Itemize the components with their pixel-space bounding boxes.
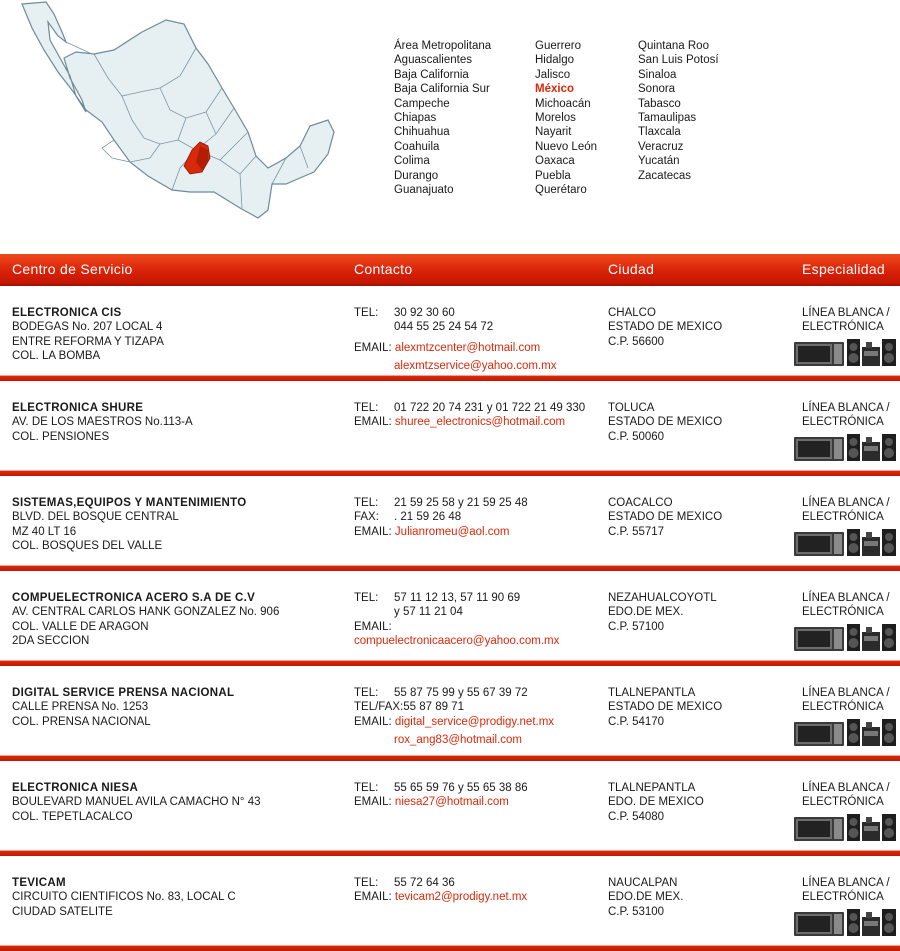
state-link[interactable]: Campeche	[394, 97, 450, 110]
state-link[interactable]: Coahuila	[394, 140, 440, 153]
header-centro: Centro de Servicio	[12, 261, 133, 277]
tel-line	[354, 781, 604, 795]
tel-label: TEL:	[354, 592, 379, 604]
state-link[interactable]: Chihuahua	[394, 126, 450, 139]
product-thumbnails	[794, 814, 898, 842]
state-link[interactable]: Quintana Roo	[638, 40, 709, 52]
email-label: EMAIL:	[354, 416, 392, 429]
state-link[interactable]: Colima	[394, 155, 430, 168]
state-link[interactable]: Puebla	[535, 169, 571, 182]
service-center-info	[12, 876, 342, 919]
state-list	[394, 39, 748, 197]
speaker-icon	[847, 814, 860, 841]
email-link[interactable]: niesa27@hotmail.com	[394, 796, 509, 809]
state-link[interactable]: Chiapas	[394, 111, 437, 124]
tel-line	[354, 591, 604, 605]
stereo-icon	[862, 817, 880, 841]
specialty-info	[802, 401, 900, 430]
center-name: COMPUELECTRONICA ACERO S.A DE C.V	[12, 592, 256, 604]
city-line: CHALCO	[608, 307, 656, 319]
state-link[interactable]: Zacatecas	[638, 169, 692, 182]
table-row	[0, 476, 900, 571]
center-address-line: COL. VALLE DE ARAGON	[12, 620, 149, 633]
city-line: C.P. 56600	[608, 335, 665, 348]
state-link[interactable]: Hidalgo	[535, 54, 574, 67]
email-line	[354, 415, 604, 429]
service-center-info	[12, 496, 342, 554]
tel-value: 55 72 64 36	[394, 877, 455, 889]
center-address-line: AV. DE LOS MAESTROS No.113-A	[12, 416, 193, 429]
specialty-info	[802, 591, 900, 620]
specialty-line: ELECTRÓNICA	[802, 321, 884, 334]
header-ciudad: Ciudad	[608, 261, 655, 277]
city-line: EDO. DE MEXICO	[608, 796, 704, 809]
center-address-line: COL. PRENSA NACIONAL	[12, 715, 151, 728]
city-line: C.P. 54080	[608, 810, 665, 823]
microwave-icon	[794, 817, 844, 841]
center-name: DIGITAL SERVICE PRENSA NACIONAL	[12, 687, 235, 699]
tel-line	[354, 401, 604, 415]
center-name: SISTEMAS,EQUIPOS Y MANTENIMIENTO	[12, 497, 247, 509]
speaker-icon	[882, 624, 896, 651]
speaker-icon	[847, 529, 860, 556]
state-link[interactable]: Jalisco	[535, 68, 571, 81]
city-line: ESTADO DE MEXICO	[608, 321, 723, 334]
state-column-1	[394, 39, 535, 197]
service-center-info	[12, 401, 342, 444]
contact-info	[354, 306, 604, 374]
center-address-line: COL. PENSIONES	[12, 430, 110, 443]
specialty-line: LÍNEA BLANCA /	[802, 592, 890, 604]
specialty-line: LÍNEA BLANCA /	[802, 497, 890, 509]
tel-value: 55 65 59 76 y 55 65 38 86	[394, 782, 528, 794]
state-link[interactable]: Durango	[394, 169, 439, 182]
speaker-icon	[882, 339, 896, 366]
product-thumbnails	[794, 529, 898, 557]
tel-label: TEL:	[354, 782, 379, 794]
mexico-map[interactable]	[10, 0, 340, 225]
city-line: C.P. 55717	[608, 525, 665, 538]
fax-value: 55 87 89 71	[403, 701, 464, 714]
state-link[interactable]: Sonora	[638, 83, 676, 96]
contact-info	[354, 591, 604, 649]
city-info	[608, 686, 788, 729]
contact-info	[354, 781, 604, 810]
center-address-line: CALLE PRENSA No. 1253	[12, 701, 149, 714]
fax-label: TEL/FAX:	[354, 701, 404, 714]
city-line: ESTADO DE MEXICO	[608, 511, 723, 524]
stereo-icon	[862, 532, 880, 556]
speaker-icon	[847, 624, 860, 651]
contact-info	[354, 876, 604, 905]
center-name: ELECTRONICA CIS	[12, 307, 122, 319]
state-link[interactable]: Michoacán	[535, 97, 591, 110]
table-row	[0, 381, 900, 476]
email-link[interactable]: shuree_electronics@hotmail.com	[394, 416, 566, 429]
service-center-info	[12, 591, 342, 649]
email-label: EMAIL:	[354, 620, 392, 633]
product-thumbnails	[794, 624, 898, 652]
city-info	[608, 496, 788, 539]
header-especialidad: Especialidad	[802, 261, 885, 277]
service-center-info	[12, 686, 342, 729]
specialty-info	[802, 781, 900, 810]
specialty-line: ELECTRÓNICA	[802, 511, 884, 524]
state-link[interactable]: Querétaro	[535, 183, 587, 196]
speaker-icon	[847, 909, 860, 936]
city-info	[608, 781, 788, 824]
microwave-icon	[794, 342, 844, 366]
email-label: EMAIL:	[354, 891, 392, 904]
stereo-icon	[862, 437, 880, 461]
speaker-icon	[847, 434, 860, 461]
product-thumbnails	[794, 434, 898, 462]
fax-value: . 21 59 26 48	[394, 511, 462, 524]
stereo-icon	[862, 722, 880, 746]
state-link[interactable]: Morelos	[535, 111, 576, 124]
stereo-icon	[862, 912, 880, 936]
email-link[interactable]: Julianromeu@aol.com	[394, 525, 510, 538]
email-link[interactable]: compuelectronicaacero@yahoo.com.mx	[354, 635, 560, 648]
email-link[interactable]: digital_service@prodigy.net.mx	[394, 715, 555, 728]
center-address-line: CIUDAD SATELITE	[12, 905, 113, 918]
state-link[interactable]: San Luis Potosí	[638, 54, 719, 67]
contact-info	[354, 496, 604, 539]
microwave-icon	[794, 437, 844, 461]
specialty-info	[802, 496, 900, 525]
email-label: EMAIL:	[354, 525, 392, 538]
city-line: COACALCO	[608, 497, 673, 509]
microwave-icon	[794, 627, 844, 651]
center-address-line: BLVD. DEL BOSQUE CENTRAL	[12, 511, 179, 524]
email-link[interactable]: alexmtzcenter@hotmail.com	[394, 341, 541, 354]
specialty-line: LÍNEA BLANCA /	[802, 782, 890, 794]
center-name: ELECTRONICA NIESA	[12, 782, 139, 794]
city-info	[608, 591, 788, 634]
center-address-line: BODEGAS No. 207 LOCAL 4	[12, 321, 163, 334]
city-info	[608, 876, 788, 919]
specialty-line: ELECTRÓNICA	[802, 701, 884, 714]
center-name: TEVICAM	[12, 877, 66, 889]
state-column-2	[535, 39, 638, 197]
state-link[interactable]: Yucatán	[638, 155, 680, 168]
state-link[interactable]: Área Metropolitana	[394, 40, 492, 52]
stereo-icon	[862, 627, 880, 651]
tel-label: TEL:	[354, 877, 379, 889]
city-line: C.P. 50060	[608, 430, 665, 443]
speaker-icon	[882, 814, 896, 841]
email-link-2[interactable]: rox_ang83@hotmail.com	[394, 734, 523, 747]
email-line	[354, 795, 604, 809]
tel-line-2: y 57 11 21 04	[394, 606, 463, 619]
specialty-line: ELECTRÓNICA	[802, 891, 884, 904]
tel-line	[354, 306, 604, 320]
tel-value: 21 59 25 58 y 21 59 25 48	[394, 497, 528, 509]
center-address-line: AV. CENTRAL CARLOS HANK GONZALEZ No. 906	[12, 606, 280, 619]
fax-line	[354, 700, 604, 714]
table-row	[0, 856, 900, 951]
state-link[interactable]: Veracruz	[638, 140, 684, 153]
specialty-line: LÍNEA BLANCA /	[802, 307, 890, 319]
state-link[interactable]: Nayarit	[535, 126, 572, 139]
tel-value: 30 92 30 60	[394, 307, 455, 319]
city-info	[608, 401, 788, 444]
speaker-icon	[882, 719, 896, 746]
fax-label: FAX:	[354, 511, 379, 524]
state-link[interactable]: Aguascalientes	[394, 54, 472, 67]
email-line	[354, 890, 604, 904]
mexico-map-outline	[22, 2, 334, 218]
product-thumbnails	[794, 719, 898, 747]
city-line: TOLUCA	[608, 402, 655, 414]
specialty-line: ELECTRÓNICA	[802, 796, 884, 809]
city-line: EDO.DE MEX.	[608, 891, 684, 904]
tel-line	[354, 496, 604, 510]
table-row	[0, 761, 900, 856]
product-thumbnails	[794, 909, 898, 937]
state-column-3	[638, 39, 748, 197]
table-row	[0, 286, 900, 381]
city-line: C.P. 53100	[608, 905, 665, 918]
tel-label: TEL:	[354, 687, 379, 699]
state-link[interactable]: Tlaxcala	[638, 126, 681, 139]
state-link[interactable]: México	[535, 83, 574, 96]
specialty-info	[802, 876, 900, 905]
contact-info	[354, 686, 604, 748]
tel-label: TEL:	[354, 497, 379, 509]
state-link[interactable]: Tabasco	[638, 97, 681, 110]
tel-line	[354, 876, 604, 890]
email-line	[354, 620, 604, 649]
city-line: NEZAHUALCOYOTL	[608, 592, 717, 604]
center-address-line: BOULEVARD MANUEL AVILA CAMACHO N° 43	[12, 796, 261, 809]
header-contacto: Contacto	[354, 261, 413, 277]
speaker-icon	[847, 719, 860, 746]
city-line: EDO.DE MEX.	[608, 606, 684, 619]
state-link[interactable]: Guerrero	[535, 40, 582, 52]
product-thumbnails	[794, 339, 898, 367]
tel-label: TEL:	[354, 307, 379, 319]
table-row	[0, 571, 900, 666]
city-line: C.P. 54170	[608, 715, 665, 728]
table-row	[0, 666, 900, 761]
tel-line	[354, 686, 604, 700]
stereo-icon	[862, 342, 880, 366]
specialty-info	[802, 306, 900, 335]
tel-value: 01 722 20 74 231 y 01 722 21 49 330	[394, 402, 586, 414]
state-link[interactable]: Guanajuato	[394, 183, 454, 196]
specialty-line: ELECTRÓNICA	[802, 606, 884, 619]
email-label: EMAIL:	[354, 796, 392, 809]
specialty-line: LÍNEA BLANCA /	[802, 687, 890, 699]
microwave-icon	[794, 722, 844, 746]
center-address-line: ENTRE REFORMA Y TIZAPA	[12, 335, 164, 348]
tel-label: TEL:	[354, 402, 379, 414]
tel-value: 55 87 75 99 y 55 67 39 72	[394, 687, 528, 699]
center-address-line: CIRCUITO CIENTIFICOS No. 83, LOCAL C	[12, 891, 236, 904]
specialty-line: ELECTRÓNICA	[802, 416, 884, 429]
email-line	[354, 341, 604, 355]
contact-info	[354, 401, 604, 430]
city-line: NAUCALPAN	[608, 877, 678, 889]
city-line: TLALNEPANTLA	[608, 782, 696, 794]
email-label: EMAIL:	[354, 715, 392, 728]
fax-line	[354, 510, 604, 524]
row-separator	[0, 945, 900, 951]
city-line: C.P. 57100	[608, 620, 665, 633]
specialty-line: LÍNEA BLANCA /	[802, 877, 890, 889]
speaker-icon	[882, 909, 896, 936]
speaker-icon	[882, 529, 896, 556]
center-address-line: COL. TEPETLACALCO	[12, 810, 133, 823]
service-center-info	[12, 781, 342, 824]
center-address-line: MZ 40 LT 16	[12, 525, 77, 538]
center-name: ELECTRONICA SHURE	[12, 402, 144, 414]
microwave-icon	[794, 532, 844, 556]
table-header	[0, 254, 900, 286]
state-link[interactable]: Oaxaca	[535, 155, 575, 168]
speaker-icon	[882, 434, 896, 461]
service-center-info	[12, 306, 342, 364]
city-info	[608, 306, 788, 349]
tel-line-2: 044 55 25 24 54 72	[394, 321, 494, 334]
email-label: EMAIL:	[354, 341, 392, 354]
center-address-line: 2DA SECCION	[12, 635, 90, 648]
email-link[interactable]: tevicam2@prodigy.net.mx	[394, 891, 528, 904]
state-link[interactable]: Baja California Sur	[394, 83, 490, 96]
state-link[interactable]: Baja California	[394, 68, 469, 81]
email-link-2[interactable]: alexmtzservice@yahoo.com.mx	[394, 360, 557, 373]
specialty-info	[802, 686, 900, 715]
state-link[interactable]: Nuevo León	[535, 140, 598, 153]
email-line	[354, 715, 604, 729]
state-link[interactable]: Sinaloa	[638, 68, 677, 81]
microwave-icon	[794, 912, 844, 936]
specialty-line: LÍNEA BLANCA /	[802, 402, 890, 414]
city-line: ESTADO DE MEXICO	[608, 416, 723, 429]
speaker-icon	[847, 339, 860, 366]
state-link[interactable]: Tamaulipas	[638, 111, 697, 124]
tel-value: 57 11 12 13, 57 11 90 69	[394, 592, 521, 604]
email-line	[354, 525, 604, 539]
city-line: TLALNEPANTLA	[608, 687, 696, 699]
center-address-line: COL. LA BOMBA	[12, 350, 101, 363]
city-line: ESTADO DE MEXICO	[608, 701, 723, 714]
center-address-line: COL. BOSQUES DEL VALLE	[12, 540, 163, 553]
